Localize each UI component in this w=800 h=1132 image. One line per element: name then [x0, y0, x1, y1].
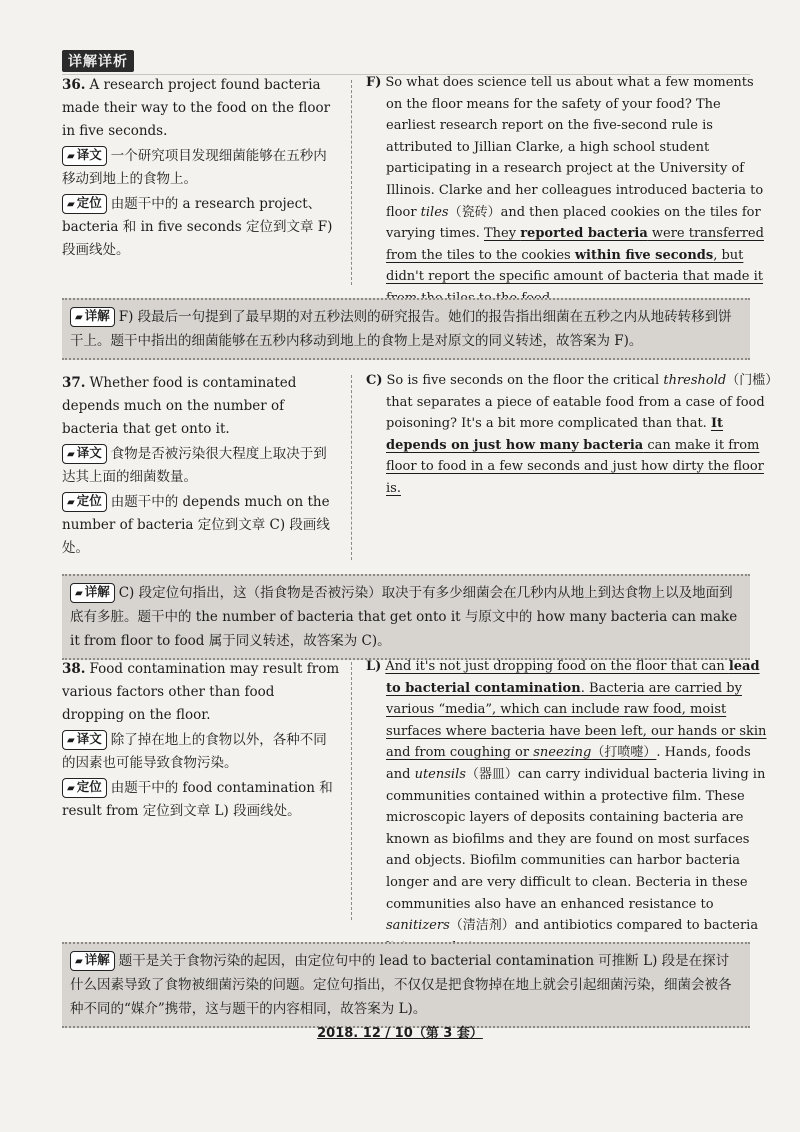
book-icon: ▰: [67, 735, 75, 746]
q36-passage-text: So what does science tell us about what a few moments on the floor means for the safety of your food? The earliest research report on the five-second rule is attributed to Jillian Clarke, a high school student participating in a research project at the University of Illinois. Clarke and her colleagues introduced bacteria to floor: [385, 75, 764, 220]
q37-number: 37.: [62, 375, 86, 391]
q36-key-phrase-1: reported bacteria: [520, 226, 648, 242]
q37-passage-text2: （门槛）that separates a piece of eatable food from a case of food poisoning? It's a bit more complicated than that.: [386, 373, 772, 432]
q38-passage-text3: （清洁剂）and antibiotics compared to bacteria: [449, 918, 759, 934]
q37-locate-tag: ▰ 定位: [62, 492, 107, 512]
q38-para-mark: L): [366, 659, 382, 674]
q36-number: 36.: [62, 77, 86, 93]
q38-underlined-term: sneezing: [533, 745, 592, 761]
q38-key-phrase-1: lead to bacterial contamination: [386, 659, 760, 696]
q38-number: 38.: [62, 661, 86, 677]
q38-passage-term: utensils: [414, 766, 466, 782]
q36-underlined-2: were transferred from the tiles to the cookies: [386, 226, 764, 263]
q36-explanation: [62, 298, 750, 360]
q37-explain-tag: ▰ 详解: [70, 583, 115, 603]
q36-left: [62, 74, 340, 262]
book-icon: ▰: [67, 497, 75, 508]
q38-underlined-1: And it's not just dropping food on the floor that can: [385, 659, 729, 674]
book-icon: ▰: [75, 956, 83, 967]
q37-key-phrase-1: depends on just how many bacteria: [386, 437, 644, 453]
q37-passage-term: threshold: [663, 373, 727, 388]
q38-explain-text: 题干是关于食物污染的起因，由定位句中的 lead to bacterial contamination 可推断 L) 段是在探讨什么因素导致了食物被细菌污染的问题。定位句指出，不仅仅是把食物掉在地上就会引起细菌污染，细菌会被各种不同的“媒介”携带，这与题干的内容相同，故答案为 L)。: [70, 953, 732, 1017]
q38-underlined-3: （打喷嚏）: [591, 745, 657, 761]
q37-passage-text: So is five seconds on the floor the critical: [386, 373, 664, 388]
q36-locate: 由题干中的 a research project、bacteria 和 in five seconds 定位到文章 F) 段画线处。: [62, 196, 333, 258]
book-icon: ▰: [75, 312, 83, 323]
q36-locate-tag: ▰ 定位: [62, 194, 107, 214]
q37-explain-text: C) 段定位句指出，这（指食物是否被污染）取决于有多少细菌会在几秒内从地上到达食物上以及地面到底有多脏。题干中的 the number of bacteria that get onto it 与原文中的 how many bacteria can make it from floor to food 属于同义转述，故答案为 C)。: [70, 585, 738, 649]
q37-translation: 食物是否被污染很大程度上取决于到达其上面的细菌数量。: [62, 446, 327, 485]
q38-explain-tag: ▰ 详解: [70, 951, 115, 971]
book-icon: ▰: [75, 588, 83, 599]
q36-divider: [351, 80, 352, 285]
footer-text: 2018. 12 / 10（第 3 套）: [317, 1026, 483, 1041]
q37-translation-tag: ▰ 译文: [62, 444, 107, 464]
q37-divider: [351, 375, 352, 560]
q36-explain-text: F) 段最后一句提到了最早期的对五秒法则的研究报告。她们的报告指出细菌在五秒之内从地砖转移到饼干上。题干中指出的细菌能够在五秒内移动到地上的食物上是对原文的同义转述，故答案为 F)。: [70, 309, 732, 349]
q37-question: Whether food is contaminated depends much on the number of bacteria that get onto it.: [62, 375, 297, 437]
q37-explanation: [62, 574, 750, 660]
section-header-tag: 详解详析: [62, 50, 134, 72]
q38-passage: [366, 656, 772, 958]
q38-left: [62, 658, 340, 823]
q36-translation: 一个研究项目发现细菌能够在五秒内移动到地上的食物上。: [62, 148, 327, 187]
q37-underlined-1: It: [710, 416, 724, 432]
q37-passage: [366, 370, 772, 500]
page-footer: [0, 1022, 800, 1041]
q36-passage-term: tiles: [420, 204, 449, 220]
q36-underlined-1: They: [483, 226, 521, 242]
q36-explain-tag: ▰ 详解: [70, 307, 115, 327]
book-icon: ▰: [67, 449, 75, 460]
q38-passage-text: . Hands, foods and: [386, 745, 751, 782]
q36-translation-tag: ▰ 译文: [62, 146, 107, 166]
q37-left: [62, 372, 340, 560]
q36-passage-text2: （瓷砖）and then placed cookies on the tiles for varying times.: [386, 204, 761, 242]
book-icon: ▰: [67, 783, 75, 794]
q38-passage-term2: sanitizers: [386, 918, 450, 934]
q36-para-mark: F): [366, 75, 382, 90]
q37-underlined-2: can make it from floor to food in a few seconds and just how dirty the floor is.: [386, 437, 764, 496]
q38-explanation: [62, 942, 750, 1028]
q36-passage: [366, 72, 772, 310]
q37-para-mark: C): [366, 373, 383, 388]
q38-underlined-2: . Bacteria are carried by various “media”, which can include raw food, moist surfaces where bacteria have been left, our hands or skin and from coughing or: [386, 680, 767, 761]
q36-key-phrase-2: within five seconds: [574, 247, 714, 263]
q38-translation: 除了掉在地上的食物以外，各种不同的因素也可能导致食物污染。: [62, 732, 327, 771]
q38-divider: [351, 662, 352, 920]
book-icon: ▰: [67, 151, 75, 162]
q38-translation-tag: ▰ 译文: [62, 730, 107, 750]
q37-locate: 由题干中的 depends much on the number of bacteria 定位到文章 C) 段画线处。: [62, 494, 330, 556]
q38-locate-tag: ▰ 定位: [62, 778, 107, 798]
book-icon: ▰: [67, 199, 75, 210]
q36-question: A research project found bacteria made their way to the food on the floor in five seconds.: [62, 77, 331, 139]
q38-locate: 由题干中的 food contamination 和 result from 定位到文章 L) 段画线处。: [62, 780, 333, 819]
q38-passage-text2: （器皿）can carry individual bacteria living in communities contained within a protective film. These microscopic layers of deposits containing bacteria are known as biofilms and they are found on most surfaces and objects. Biofilm communities can harbor bacteria longer and are very difficult to clean. Becteria in these communities also have an enhanced resistance to: [386, 766, 766, 912]
q36-underlined-3: , but didn't report the specific amount of bacteria that made it: [386, 247, 763, 285]
q38-question: Food contamination may result from various factors other than food dropping on the floor.: [62, 661, 340, 723]
